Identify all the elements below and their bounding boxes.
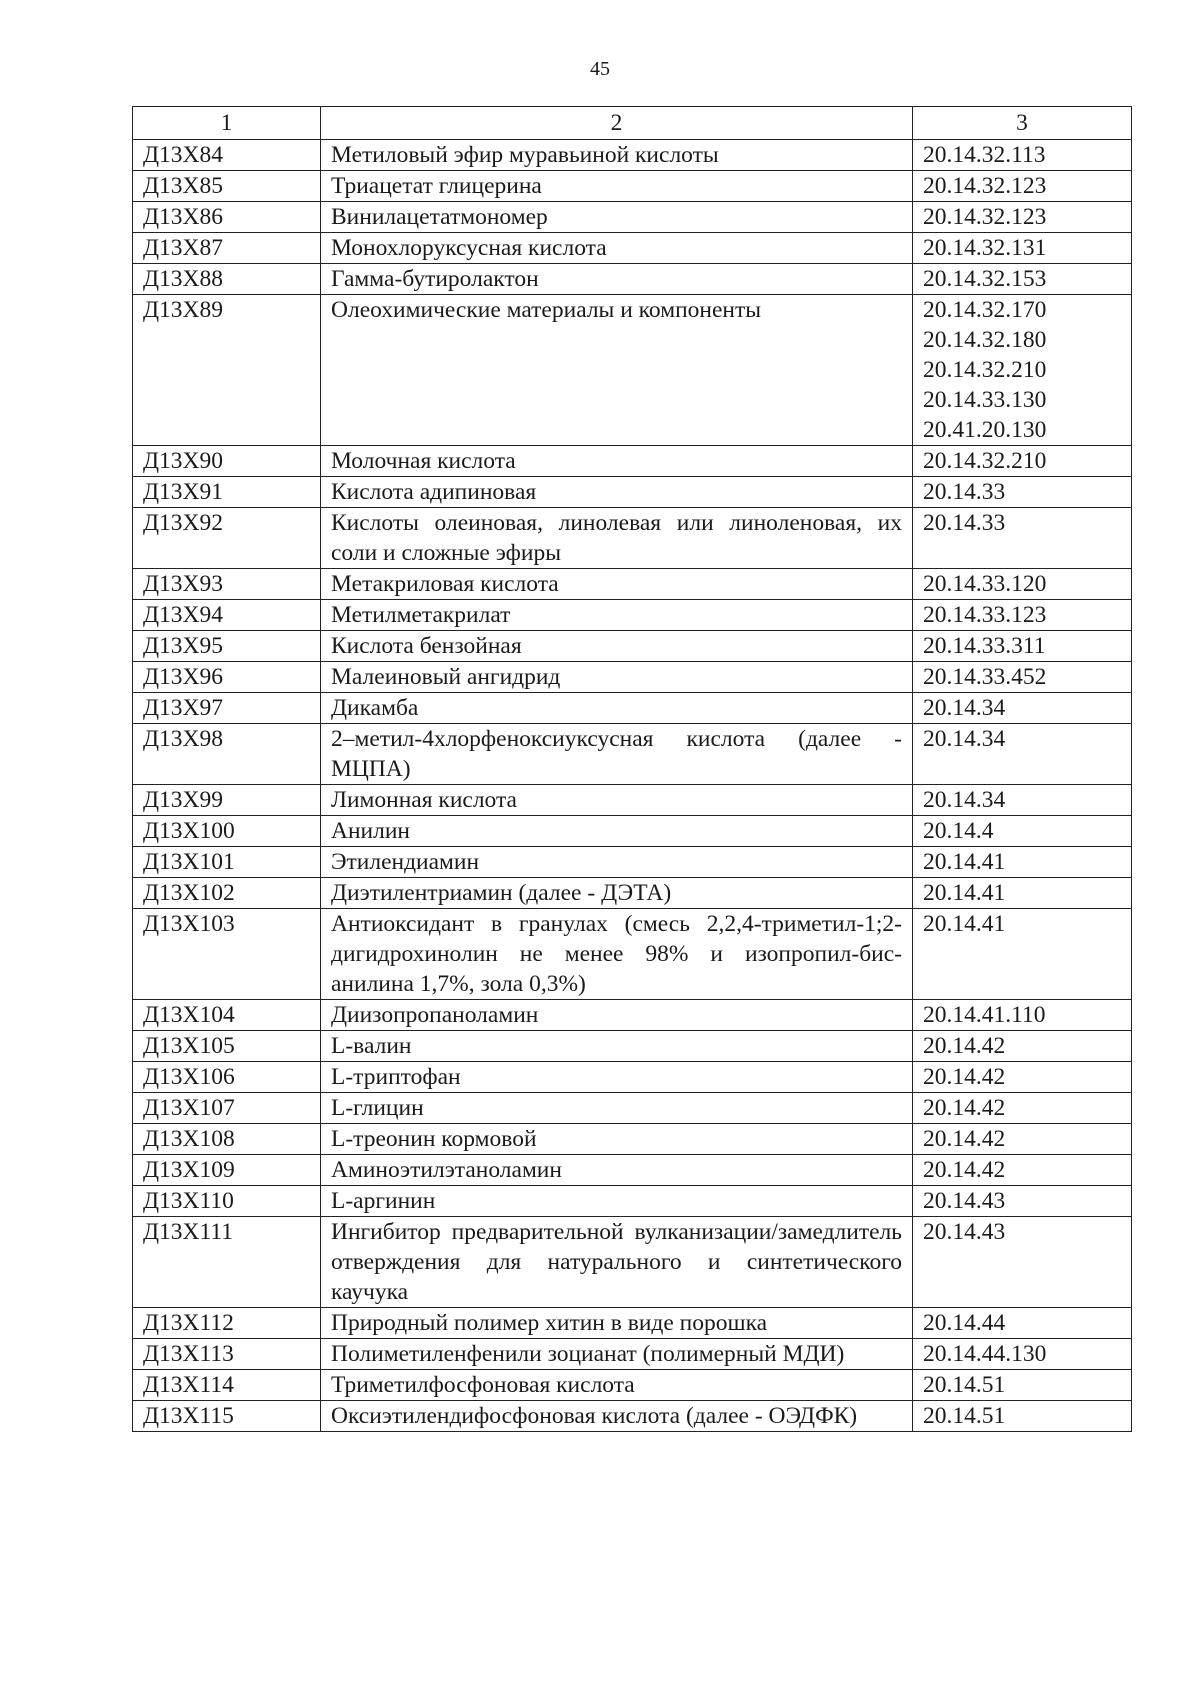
row-code: Д13Х110 xyxy=(133,1186,321,1217)
row-code: Д13Х113 xyxy=(133,1339,321,1370)
row-name: Диизопропаноламин xyxy=(321,1000,913,1031)
table-row xyxy=(133,1155,1132,1186)
okved-code: 20.14.33 xyxy=(923,510,1006,536)
row-code: Д13Х98 xyxy=(133,724,321,785)
row-code: Д13Х104 xyxy=(133,1000,321,1031)
table-row xyxy=(133,1000,1132,1031)
row-okved xyxy=(913,1093,1132,1124)
row-name: Кислота бензойная xyxy=(321,631,913,662)
okved-code: 20.14.41.110 xyxy=(923,1002,1046,1028)
row-okved xyxy=(913,1308,1132,1339)
table-row xyxy=(133,1339,1132,1370)
row-okved xyxy=(913,1124,1132,1155)
okved-code: 20.14.32.123 xyxy=(923,204,1047,230)
row-name: L-треонин кормовой xyxy=(321,1124,913,1155)
row-code: Д13Х95 xyxy=(133,631,321,662)
row-name: 2–метил-4хлорфеноксиуксусная кислота (далее - МЦПА) xyxy=(321,724,913,785)
table-row xyxy=(133,446,1132,477)
okved-code: 20.14.42 xyxy=(923,1033,1006,1059)
table-row xyxy=(133,1031,1132,1062)
row-code: Д13Х105 xyxy=(133,1031,321,1062)
column-header-1: 1 xyxy=(133,107,321,140)
table-row xyxy=(133,600,1132,631)
row-name: Этилендиамин xyxy=(321,847,913,878)
row-okved xyxy=(913,1370,1132,1401)
row-name: Гамма-бутиролактон xyxy=(321,264,913,295)
row-name: Природный полимер хитин в виде порошка xyxy=(321,1308,913,1339)
row-code: Д13Х84 xyxy=(133,140,321,171)
okved-code: 20.14.44.130 xyxy=(923,1341,1047,1367)
row-name: Полиметиленфенили зоцианат (полимерный МДИ) xyxy=(321,1339,913,1370)
row-okved xyxy=(913,724,1132,785)
row-code: Д13Х101 xyxy=(133,847,321,878)
table-header-row xyxy=(133,107,1132,140)
row-code: Д13Х94 xyxy=(133,600,321,631)
row-code: Д13Х103 xyxy=(133,909,321,1000)
okved-code: 20.14.32.131 xyxy=(923,235,1047,261)
row-code: Д13Х88 xyxy=(133,264,321,295)
row-code: Д13Х91 xyxy=(133,477,321,508)
row-code: Д13Х106 xyxy=(133,1062,321,1093)
row-code: Д13Х97 xyxy=(133,693,321,724)
row-name: Олеохимические материалы и компоненты xyxy=(321,295,913,446)
column-header-2: 2 xyxy=(321,107,913,140)
row-code: Д13Х109 xyxy=(133,1155,321,1186)
row-okved xyxy=(913,816,1132,847)
row-okved xyxy=(913,477,1132,508)
row-code: Д13Х86 xyxy=(133,202,321,233)
table-row xyxy=(133,631,1132,662)
table-row xyxy=(133,878,1132,909)
row-okved xyxy=(913,1217,1132,1308)
row-code: Д13Х96 xyxy=(133,662,321,693)
column-header-3: 3 xyxy=(913,107,1132,140)
okved-code: 20.14.33.120 xyxy=(923,571,1047,597)
row-name: L-триптофан xyxy=(321,1062,913,1093)
row-okved xyxy=(913,295,1132,446)
okved-code: 20.14.41 xyxy=(923,911,1006,937)
row-okved xyxy=(913,202,1132,233)
row-name: Кислоты олеиновая, линолевая или линоленовая, их соли и сложные эфиры xyxy=(321,508,913,569)
okved-code: 20.14.43 xyxy=(923,1219,1006,1245)
okved-code: 20.14.4 xyxy=(923,818,994,844)
row-okved xyxy=(913,508,1132,569)
row-okved xyxy=(913,569,1132,600)
row-name: Винилацетатмономер xyxy=(321,202,913,233)
okved-code: 20.14.32.123 xyxy=(923,173,1047,199)
row-okved xyxy=(913,847,1132,878)
okved-code: 20.14.33.130 xyxy=(923,387,1047,413)
row-name: L-глицин xyxy=(321,1093,913,1124)
row-okved xyxy=(913,631,1132,662)
row-name: Кислота адипиновая xyxy=(321,477,913,508)
row-code: Д13Х115 xyxy=(133,1401,321,1432)
table-row xyxy=(133,785,1132,816)
row-okved xyxy=(913,264,1132,295)
row-code: Д13Х100 xyxy=(133,816,321,847)
row-okved xyxy=(913,600,1132,631)
okved-code: 20.14.42 xyxy=(923,1064,1006,1090)
row-code: Д13Х102 xyxy=(133,878,321,909)
row-okved xyxy=(913,662,1132,693)
row-name: Дикамба xyxy=(321,693,913,724)
okved-code: 20.14.32.113 xyxy=(923,142,1046,168)
row-okved xyxy=(913,1186,1132,1217)
page-number: 45 xyxy=(590,58,610,80)
row-okved xyxy=(913,171,1132,202)
row-okved xyxy=(913,909,1132,1000)
table-row xyxy=(133,233,1132,264)
row-name: Метакриловая кислота xyxy=(321,569,913,600)
table-row xyxy=(133,847,1132,878)
okved-code: 20.14.32.180 xyxy=(923,327,1047,353)
row-name: Метилметакрилат xyxy=(321,600,913,631)
row-name: Триметилфосфоновая кислота xyxy=(321,1370,913,1401)
okved-code: 20.14.32.170 xyxy=(923,297,1047,323)
okved-code: 20.14.51 xyxy=(923,1372,1006,1398)
row-okved xyxy=(913,1401,1132,1432)
row-okved xyxy=(913,1031,1132,1062)
table-row xyxy=(133,693,1132,724)
row-name: Молочная кислота xyxy=(321,446,913,477)
okved-code: 20.14.44 xyxy=(923,1310,1006,1336)
row-code: Д13Х114 xyxy=(133,1370,321,1401)
table-row xyxy=(133,662,1132,693)
okved-code: 20.14.34 xyxy=(923,695,1006,721)
okved-code: 20.14.33.452 xyxy=(923,664,1047,690)
table-row xyxy=(133,202,1132,233)
row-code: Д13Х107 xyxy=(133,1093,321,1124)
row-code: Д13Х108 xyxy=(133,1124,321,1155)
table-row xyxy=(133,1124,1132,1155)
row-code: Д13Х89 xyxy=(133,295,321,446)
table-row xyxy=(133,1186,1132,1217)
row-code: Д13Х85 xyxy=(133,171,321,202)
table-row xyxy=(133,508,1132,569)
okved-code: 20.41.20.130 xyxy=(923,417,1047,443)
row-okved xyxy=(913,446,1132,477)
row-name: Триацетат глицерина xyxy=(321,171,913,202)
table-row xyxy=(133,264,1132,295)
table-row xyxy=(133,1062,1132,1093)
row-name: Аминоэтилэтаноламин xyxy=(321,1155,913,1186)
row-okved xyxy=(913,233,1132,264)
table-row xyxy=(133,140,1132,171)
row-code: Д13Х92 xyxy=(133,508,321,569)
okved-code: 20.14.42 xyxy=(923,1126,1006,1152)
row-okved xyxy=(913,1155,1132,1186)
table-row xyxy=(133,1093,1132,1124)
okved-code: 20.14.42 xyxy=(923,1157,1006,1183)
okved-code: 20.14.41 xyxy=(923,880,1006,906)
row-code: Д13Х90 xyxy=(133,446,321,477)
row-name: Оксиэтилендифосфоновая кислота (далее - ОЭДФК) xyxy=(321,1401,913,1432)
row-name: Ингибитор предварительной вулканизации/замедлитель отверждения для натурального и синтетического каучука xyxy=(321,1217,913,1308)
table-row xyxy=(133,569,1132,600)
okved-code: 20.14.32.210 xyxy=(923,448,1047,474)
row-okved xyxy=(913,1000,1132,1031)
okved-code: 20.14.33 xyxy=(923,479,1006,505)
row-name: Монохлоруксусная кислота xyxy=(321,233,913,264)
okved-code: 20.14.33.123 xyxy=(923,602,1047,628)
row-name: Метиловый эфир муравьиной кислоты xyxy=(321,140,913,171)
table-row xyxy=(133,171,1132,202)
row-code: Д13Х93 xyxy=(133,569,321,600)
table-row xyxy=(133,1370,1132,1401)
row-name: Анилин xyxy=(321,816,913,847)
okved-code: 20.14.34 xyxy=(923,726,1006,752)
classification-table xyxy=(132,106,1132,1432)
okved-code: 20.14.41 xyxy=(923,849,1006,875)
table-row xyxy=(133,1217,1132,1308)
okved-code: 20.14.43 xyxy=(923,1188,1006,1214)
table-row xyxy=(133,724,1132,785)
row-code: Д13Х112 xyxy=(133,1308,321,1339)
okved-code: 20.14.33.311 xyxy=(923,633,1046,659)
okved-code: 20.14.32.210 xyxy=(923,357,1047,383)
row-okved xyxy=(913,140,1132,171)
table-row xyxy=(133,295,1132,446)
row-code: Д13Х111 xyxy=(133,1217,321,1308)
okved-code: 20.14.32.153 xyxy=(923,266,1047,292)
okved-code: 20.14.34 xyxy=(923,787,1006,813)
row-name: Лимонная кислота xyxy=(321,785,913,816)
row-okved xyxy=(913,1062,1132,1093)
table-row xyxy=(133,909,1132,1000)
row-name: Малеиновый ангидрид xyxy=(321,662,913,693)
row-okved xyxy=(913,878,1132,909)
row-okved xyxy=(913,785,1132,816)
okved-code: 20.14.42 xyxy=(923,1095,1006,1121)
table-row xyxy=(133,1308,1132,1339)
table-row xyxy=(133,1401,1132,1432)
row-okved xyxy=(913,1339,1132,1370)
row-name: Диэтилентриамин (далее - ДЭТА) xyxy=(321,878,913,909)
table-row xyxy=(133,477,1132,508)
row-code: Д13Х99 xyxy=(133,785,321,816)
table-row xyxy=(133,816,1132,847)
row-name: L-аргинин xyxy=(321,1186,913,1217)
row-code: Д13Х87 xyxy=(133,233,321,264)
row-okved xyxy=(913,693,1132,724)
row-name: L-валин xyxy=(321,1031,913,1062)
okved-code: 20.14.51 xyxy=(923,1403,1006,1429)
row-name: Антиоксидант в гранулах (смесь 2,2,4-триметил-1;2-дигидрохинолин не менее 98% и изопропил-бис-анилина 1,7%, зола 0,3%) xyxy=(321,909,913,1000)
